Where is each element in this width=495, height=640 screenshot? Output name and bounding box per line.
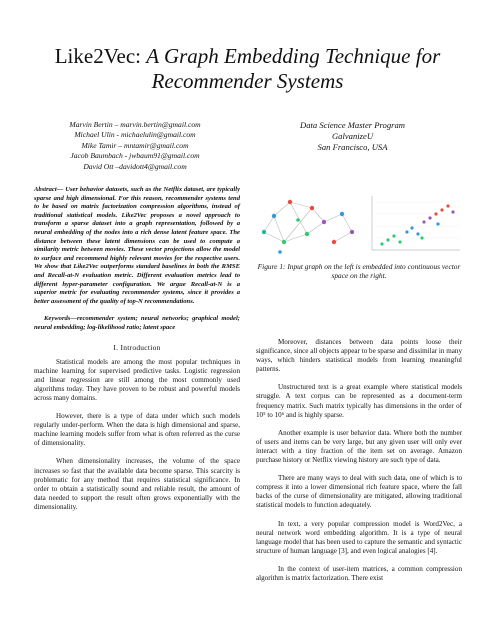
graph-node <box>350 230 354 234</box>
author-0: Marvin Bertin – marvin.bertin@gmail.com <box>69 120 201 129</box>
right-paragraph-2: Another example is user behavior data. Where both the number of users and items can be very large, but any given user will only ever interact with a tiny fraction of the item set on average. Amazon purchase history or Netflix viewing history are such type of data. <box>256 428 462 465</box>
keywords: Keywords—recommender system; neural networks; graphical model; neural embedding; log-likelihood ratio; latent space <box>34 315 240 331</box>
author-4: David Ott –davidott4@gmail.com <box>83 161 187 171</box>
graph-node <box>272 214 276 218</box>
affiliation-line-2: San Francisco, USA <box>317 142 388 152</box>
author-1: Michael Ulin - michaelulin@gmail.com <box>74 130 196 140</box>
title-italic-line2: Recommender Systems <box>151 69 344 93</box>
graph-node <box>332 240 336 244</box>
graph-node <box>340 212 344 216</box>
affiliation <box>265 120 440 153</box>
input-graph <box>262 200 354 254</box>
right-paragraph-3: There are many ways to deal with such data, one of which is to compress it into a lower dimensional rich feature space, where the fall backs of the curse of dimensionality are mitigated, allowing traditional statistical models to function adequately. <box>256 474 462 510</box>
scatter-points <box>380 204 454 245</box>
author-list <box>30 120 240 172</box>
affiliation-line-0: Data Science Master Program <box>300 120 405 130</box>
figure-caption: Figure 1: Input graph on the left is embedded into continuous vector space on the right. <box>257 262 461 281</box>
right-paragraph-4: In text, a very popular compression model is Word2Vec, a neural network word embedding algorithm. It is a type of neural language model that has been used to capture the semantic and syntactic structure of human language [3], and even logical analogies [4]. <box>256 519 462 555</box>
embedding-scatter-plot <box>372 196 460 250</box>
author-3: Jacob Baumbach - jwbaum91@gmail.com <box>70 151 200 161</box>
graph-node <box>305 232 309 236</box>
paper-title <box>0 44 495 94</box>
right-paragraph-1: Unstructured text is a great example where statistical models struggle. A text corpus can be represented as a document-term frequency matrix. Such matrix typically has dimensions in the order of 10⁵ to 10⁶ and is highly sparse. <box>256 383 462 419</box>
abstract: Abstract— User behavior datasets, such as the Netflix dataset, are typically sparse and high dimensional. For this reason, recommender systems tend to be based on matrix factorization compression algorithms, instead of traditional statistical models. Like2Vec proposes a novel approach to transform a sparse dataset into a graph representation, followed by a neural embedding of the nodes into a rich dense latent feature space. The distance between these latent dimensions can be used to compute a similarity metric between movies. These vector projections allow the model to surface and recommend highly relevant movies for the respective users. We show that Like2Vec outperforms standard baselines in both the RMSE and Recall-at-N evaluation metric. Different evaluation metrics lead to different hyper-parameter configuration. We argue Recall-at-N is a superior metric for evaluating recommender systems, since it provides a better assessment of the quality of top-N recommendations. <box>34 186 240 305</box>
right-column <box>256 338 462 592</box>
graph-node <box>310 206 314 210</box>
figure-graph-embedding <box>252 192 464 258</box>
left-paragraph-2: When dimensionality increases, the volume of the space increases so fast that the available data become sparse. This scarcity is problematic for any method that requires statistical significance. In order to obtain a statistically sound and reliable result, the amount of data needed to support the result often grows exponentially with the dimensionality. <box>34 457 240 511</box>
graph-node <box>296 218 300 222</box>
graph-node <box>322 220 326 224</box>
graph-node <box>262 230 266 234</box>
left-paragraph-1: However, there is a type of data under which such models regularly under-perform. When the data is high dimensional and sparse, machine learning models suffer from what is often referred as the curse of dimensionality. <box>34 412 240 448</box>
left-column <box>34 186 240 521</box>
graph-node <box>288 200 292 204</box>
title-italic-line1: A Graph Embedding Technique for <box>146 44 441 68</box>
left-paragraph-0: Statistical models are among the most popular techniques in machine learning for supervised predictive tasks. Logistic regression and linear regression are still among the most commonly used algorithms today. They have proven to be robust and powerful models across many domains. <box>34 357 240 402</box>
title-prefix: Like2Vec: <box>54 44 147 68</box>
affiliation-line-1: GalvanizeU <box>331 131 374 141</box>
graph-node <box>278 250 282 254</box>
graph-node <box>282 240 286 244</box>
right-paragraph-5: In the context of user-item matrices, a common compression algorithm is matrix factorization. There exist <box>256 564 462 582</box>
author-2: Mike Tamir – mntamir@gmail.com <box>81 140 189 150</box>
section-heading: I. Introduction <box>113 342 161 352</box>
right-paragraph-0: Moreover, distances between data points loose their significance, since all objects appear to be sparse and dissimilar in many ways, which hinders statistical models from learning meaningful patterns. <box>256 338 462 374</box>
